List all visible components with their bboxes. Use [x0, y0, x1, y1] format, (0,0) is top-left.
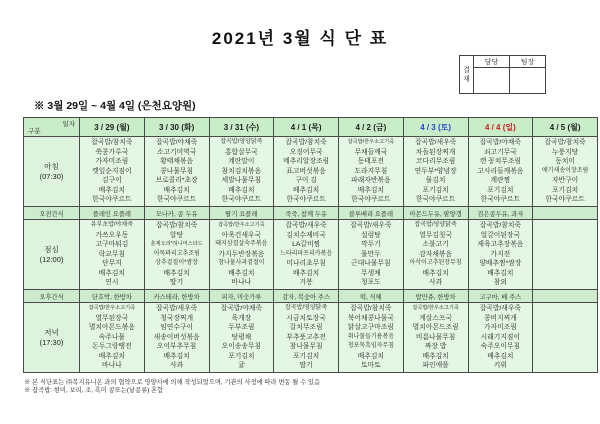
menu-item: 새송이버섯볶음	[153, 333, 200, 341]
menu-item: 배추김치	[422, 269, 449, 277]
row-lunch	[24, 220, 598, 290]
menu-item: 포기김치	[292, 352, 320, 360]
row-label-breakfast: 아침 (07:30)	[24, 137, 80, 207]
menu-item: 한국야쿠르트	[92, 196, 132, 204]
morning-snack-cell-4: 블루베리 요플레	[339, 207, 404, 220]
row-label-dinner: 저녁 (17:30)	[24, 303, 80, 373]
breakfast-cell-3	[274, 137, 339, 207]
morning-snack-cell-0: 플레인 요플레	[80, 207, 145, 220]
menu-item: 느타리파프리카볶음	[280, 250, 333, 257]
menu-item: 알탕	[170, 231, 184, 239]
menu-item: 단무지	[102, 260, 122, 268]
approval-sign-cell	[510, 68, 546, 94]
dinner-cell-6	[468, 303, 533, 373]
menu-item: 취나물들기름볶음	[347, 333, 395, 340]
menu-item: 차돌된장찌개	[415, 148, 456, 156]
menu-item: 고구마튀김	[95, 241, 129, 249]
menu-item: 한국야쿠르트	[156, 196, 197, 204]
breakfast-cell-5	[403, 137, 468, 207]
afternoon-snack-cell-7	[533, 290, 598, 303]
approval-box	[459, 55, 546, 94]
afternoon-snack-cell-4: 떡, 식혜	[339, 290, 404, 303]
morning-snack-cell-7	[533, 207, 598, 220]
menu-item: 가자미조림	[483, 324, 517, 332]
menu-item: 배추김치	[357, 186, 384, 194]
menu-item: 어묵꽈리고추조림	[153, 250, 200, 257]
menu-item: 구이 김	[295, 177, 317, 185]
row-afternoon-snack	[24, 290, 598, 303]
menu-item: 한국야쿠르트	[545, 196, 585, 204]
menu-item: 청포도	[361, 279, 381, 287]
row-morning-snack	[24, 207, 598, 220]
menu-item: 김구이	[102, 177, 122, 185]
row-dinner	[24, 303, 598, 373]
menu-item: 배추김치	[98, 186, 125, 194]
page-title: 2021년 3월 식 단 표	[211, 29, 389, 48]
date-header-4: 4 / 2 (금)	[339, 118, 404, 137]
menu-item: 얼갈이된장국	[480, 231, 521, 239]
menu-item: 배추김치	[292, 269, 320, 277]
menu-item: 근대나물무침	[351, 260, 391, 268]
menu-item: 비름나물무침	[415, 333, 456, 341]
morning-snack-cell-3: 죽죽, 참깨 두유	[274, 207, 339, 220]
menu-item: 사과	[170, 362, 184, 370]
menu-item: 양배추찜*쌈장	[479, 260, 522, 268]
menu-item: 바나나	[231, 279, 252, 287]
menu-item: 캔 꽁치무조림	[479, 158, 522, 166]
menu-item: 돈두그랑땡전	[92, 343, 132, 351]
menu-item: 포기김치	[487, 186, 514, 194]
menu-item: 배추김치	[163, 186, 190, 194]
menu-item: 가쓰오우동	[95, 231, 129, 239]
menu-item: 연두부*양념장	[414, 167, 457, 175]
menu-item: 잡곡밥/참치죽	[91, 139, 133, 147]
approval-sign-cell	[474, 68, 510, 94]
dinner-cell-7	[533, 303, 598, 373]
menu-item: 쇠고기무국	[483, 148, 517, 156]
menu-item: 멸치아몬드조림	[412, 324, 459, 332]
menu-item: 참나물무침	[289, 343, 323, 351]
menu-item: 임연수구이	[160, 324, 194, 332]
afternoon-snack-cell-2: 피자, 미숫가루	[209, 290, 274, 303]
date-header-2: 3 / 31 (수)	[209, 118, 274, 137]
menu-item: 육개장	[231, 314, 252, 322]
morning-snack-cell-5: 아몬드두유, 팥양갱	[403, 207, 468, 220]
row-label-lunch: 점심 (12:00)	[24, 220, 80, 290]
date-header-row	[24, 118, 598, 137]
menu-item: 메추리알장조림	[283, 158, 330, 166]
menu-item: 닭살고구마조림	[347, 324, 394, 332]
menu-item: 탕평채	[231, 333, 252, 341]
menu-item: 잡곡밥/영양닭죽	[285, 305, 328, 312]
row-label-afternoon-snack: 오후간식	[24, 290, 80, 303]
menu-item: 딸기	[299, 362, 313, 370]
menu-item: 누룽지탕	[551, 148, 579, 156]
menu-item: 아삭이고추된장무침	[409, 260, 462, 267]
morning-snack-cell-1: 모나카, 콩 두유	[144, 207, 209, 220]
menu-item: 포기김치	[422, 186, 449, 194]
afternoon-snack-cell-3: 감자, 복숭아 주스	[274, 290, 339, 303]
afternoon-snack-cell-6: 고구마, 배 주스	[468, 290, 533, 303]
menu-item: 잡곡밥/영양닭죽	[220, 139, 263, 146]
menu-item: 락교무침	[98, 250, 125, 258]
menu-item: 동치미	[555, 158, 575, 166]
menu-item: 오이송송무침	[221, 343, 262, 351]
menu-item: 잡곡밥/야채죽	[220, 305, 263, 313]
menu-item: 브로콜리*초장	[155, 177, 198, 185]
menu-item: 무채들깨국	[354, 148, 388, 156]
menu-item: 자반구이	[551, 177, 579, 185]
menu-item: 멸치아몬드볶음	[88, 324, 135, 332]
menu-item: 애기새송이장조림	[541, 167, 589, 174]
menu-item: 제육고추장볶음	[477, 241, 524, 249]
afternoon-snack-cell-5: 밥만쥬, 한방차	[403, 290, 468, 303]
footnotes	[24, 379, 584, 395]
menu-item: 짜장 밥	[424, 343, 447, 351]
menu-item: 잡곡밥/한우소고기죽	[347, 139, 395, 146]
menu-item: 한국야쿠르트	[286, 196, 326, 204]
menu-item: 물김치	[425, 177, 446, 185]
menu-item: 돼지삼겹살숙주볶음	[215, 241, 268, 248]
menu-item: 토마토	[361, 362, 381, 370]
menu-item: 잡곡밥/참치죽	[155, 222, 198, 230]
breakfast-cell-6	[468, 137, 533, 207]
menu-item: 두부조림	[228, 324, 255, 332]
dinner-cell-5	[403, 303, 468, 373]
menu-item: 상추겉절이*쌈장	[155, 260, 199, 267]
approval-col-timjang: 팀장	[510, 56, 546, 68]
menu-item: 잡곡밥/새우죽	[155, 305, 198, 313]
menu-item: 깍두기	[361, 241, 381, 249]
menu-item: 참치김치볶음	[221, 167, 262, 175]
menu-item: 감자채볶음	[419, 250, 453, 258]
lunch-cell-4	[339, 220, 404, 290]
menu-item: 파인애플	[422, 362, 449, 370]
menu-item: 훈제오리*허니머스타드	[150, 241, 203, 248]
menu-item: 콩비지찌개	[483, 314, 517, 322]
footnote-line: ※ 잡곡밥: 현미, 보리, 조, 흑미 콩또는(낱콩류) 혼합	[24, 387, 164, 394]
approval-col-damdang: 담당	[474, 56, 510, 68]
menu-item: 설렁탕	[361, 231, 381, 239]
menu-item: 잡곡밥/영양닭죽	[414, 222, 457, 229]
menu-item: 갈치무조림	[289, 324, 323, 332]
menu-item: 고사리들깨볶음	[477, 167, 524, 175]
breakfast-cell-0	[80, 137, 145, 207]
menu-item: 잡곡밥/참치죽	[350, 305, 392, 313]
menu-item: 열무된장국	[95, 314, 129, 322]
menu-item: 한국야쿠르트	[480, 196, 521, 204]
breakfast-cell-7	[533, 137, 598, 207]
menu-item: LA갈비찜	[292, 241, 321, 249]
menu-item: 바나나	[102, 362, 122, 370]
date-header-6: 4 / 4 (일)	[468, 118, 533, 137]
menu-item: 쑥콩가루국	[95, 148, 129, 156]
dinner-cell-4	[339, 303, 404, 373]
menu-item: 세발나물무침	[221, 177, 262, 185]
dinner-cell-1	[144, 303, 209, 373]
menu-item: 잡곡밥/새우죽	[479, 305, 522, 313]
menu-item: 무생채	[361, 269, 381, 277]
lunch-cell-1	[144, 220, 209, 290]
menu-item: 딸기	[170, 279, 184, 287]
menu-item: 배추김치	[292, 186, 320, 194]
menu-item: 소고기미역국	[156, 148, 197, 156]
dinner-cell-3	[274, 303, 339, 373]
row-label-morning-snack: 오전간식	[24, 207, 80, 220]
menu-item: 열무김칫국	[419, 231, 453, 239]
menu-item: 숙주나물	[98, 333, 125, 341]
menu-item: 잡곡밥/야채죽	[155, 139, 198, 147]
period-note: ※ 3월 29일 ~ 4월 4일 (은천요양원)	[34, 100, 196, 112]
corner-cell	[24, 118, 80, 137]
menu-item: 유부초밥/야채죽	[90, 222, 133, 229]
date-header-3: 4 / 1 (목)	[274, 118, 339, 137]
menu-item: 배추김치	[357, 352, 384, 360]
menu-item: 북어채콩나물국	[347, 314, 394, 322]
menu-item: 배추김치	[98, 352, 125, 360]
menu-item: 콩나물무침	[160, 167, 194, 175]
menu-item: 계란말이	[228, 158, 255, 166]
approval-stamp-label: 결재	[460, 56, 474, 94]
lunch-cell-5	[403, 220, 468, 290]
menu-item: 거봉	[299, 279, 313, 287]
lunch-cell-0	[80, 220, 145, 290]
menu-item: 동태포전	[357, 158, 384, 166]
menu-item: 잡곡밥/한우소고기죽	[88, 305, 136, 312]
breakfast-cell-1	[144, 137, 209, 207]
menu-item: 깻잎순지짐이	[92, 167, 132, 175]
menu-item: 청국장찌개	[160, 314, 194, 322]
menu-item: 도라지무침	[354, 167, 388, 175]
menu-item: 시금치토장국	[286, 314, 326, 322]
menu-item: 배추김치	[98, 269, 125, 277]
menu-item: 잡곡밥/참치죽	[479, 222, 522, 230]
menu-item: 배추김치	[228, 186, 255, 194]
menu-item: 코다리무조림	[415, 158, 456, 166]
menu-item: 참외	[493, 279, 507, 287]
corner-label-category: 구분	[28, 128, 41, 135]
menu-item: 부추풋고추전	[286, 333, 326, 341]
lunch-cell-3	[274, 220, 339, 290]
menu-item: 귤	[238, 362, 245, 370]
menu-item: 배추김치	[228, 269, 255, 277]
menu-item: 잡곡밥/새우죽	[350, 222, 392, 230]
menu-item: 김치수제비국	[286, 231, 326, 239]
menu-item: 오이부추무침	[156, 343, 197, 351]
lunch-cell-6	[468, 220, 533, 290]
date-header-1: 3 / 30 (화)	[144, 118, 209, 137]
footnote-line: ※ 본 식단표는 ㈜복지유니온 과의 협약으로 영양사에 의해 작성되었으며, 기관의 사정에 따라 변동 될 수 있음	[24, 379, 321, 386]
menu-item: 청포묵흑임자무침	[347, 343, 395, 350]
afternoon-snack-cell-0: 단호박, 한방차	[80, 290, 145, 303]
menu-item: 배추김치	[163, 352, 190, 360]
date-header-0: 3 / 29 (월)	[80, 118, 145, 137]
corner-label-date: 일자	[62, 121, 75, 128]
menu-item: 오징어무국	[289, 148, 323, 156]
menu-item: 파래자반볶음	[351, 177, 391, 185]
menu-item: 시래기지짐이	[480, 333, 521, 341]
menu-item: 잡곡밥/한우소고기죽	[412, 305, 459, 312]
menu-item: 미나리초무침	[286, 260, 326, 268]
date-header-7: 4 / 5 (월)	[533, 118, 598, 137]
menu-item: 아욱건새우국	[221, 231, 262, 239]
menu-item: 홍합살무국	[224, 148, 258, 156]
menu-item: 포기김치	[228, 352, 255, 360]
menu-item: 물만두	[361, 250, 381, 258]
menu-item: 한국야쿠르트	[351, 196, 391, 204]
morning-snack-cell-2: 딸기 요플레	[209, 207, 274, 220]
breakfast-cell-2	[209, 137, 274, 207]
date-header-5: 4 / 3 (토)	[403, 118, 468, 137]
menu-item: 연시	[105, 279, 119, 287]
menu-item: 황태채볶음	[160, 158, 194, 166]
menu-item: 잡곡밥/한우소고기죽	[218, 222, 265, 229]
menu-item: 가지두반장볶음	[218, 250, 265, 258]
breakfast-cell-4	[339, 137, 404, 207]
menu-item: 게살스프국	[419, 314, 453, 322]
menu-item: 배추김치	[487, 352, 514, 360]
lunch-cell-7	[533, 220, 598, 290]
menu-item: 숙주오이무침	[480, 343, 521, 351]
row-breakfast	[24, 137, 598, 207]
menu-item: 한국야쿠르트	[415, 196, 456, 204]
lunch-cell-2	[209, 220, 274, 290]
menu-item: 잡곡밥/참치죽	[285, 139, 327, 147]
menu-item: 잡곡밥/야채죽	[479, 139, 522, 147]
menu-item: 키위	[493, 362, 507, 370]
menu-table	[23, 117, 598, 373]
menu-item: 잡곡밥/참치죽	[544, 139, 586, 147]
menu-item: 포기김치	[551, 186, 579, 194]
menu-item: 배추김치	[487, 269, 514, 277]
menu-item: 표고버섯볶음	[286, 167, 326, 175]
dinner-cell-0	[80, 303, 145, 373]
morning-snack-cell-6: 검은콩두유, 과자	[468, 207, 533, 220]
menu-item: 참나물사과겉절이	[218, 260, 265, 267]
menu-item: 소불고기	[422, 241, 449, 249]
dinner-cell-2	[209, 303, 274, 373]
menu-item: 잡곡밥/새우죽	[414, 139, 457, 147]
menu-item: 한국야쿠르트	[221, 196, 262, 204]
menu-item: 배추김치	[163, 269, 190, 277]
menu-item: 배추김치	[422, 352, 449, 360]
menu-item: 사과	[429, 279, 443, 287]
afternoon-snack-cell-1: 카스테라, 한방차	[144, 290, 209, 303]
menu-item: 가자미조림	[95, 158, 129, 166]
menu-item: 가지전	[490, 250, 511, 258]
menu-item: 잡곡밥/새우죽	[285, 222, 327, 230]
menu-item: 계란찜	[490, 177, 511, 185]
